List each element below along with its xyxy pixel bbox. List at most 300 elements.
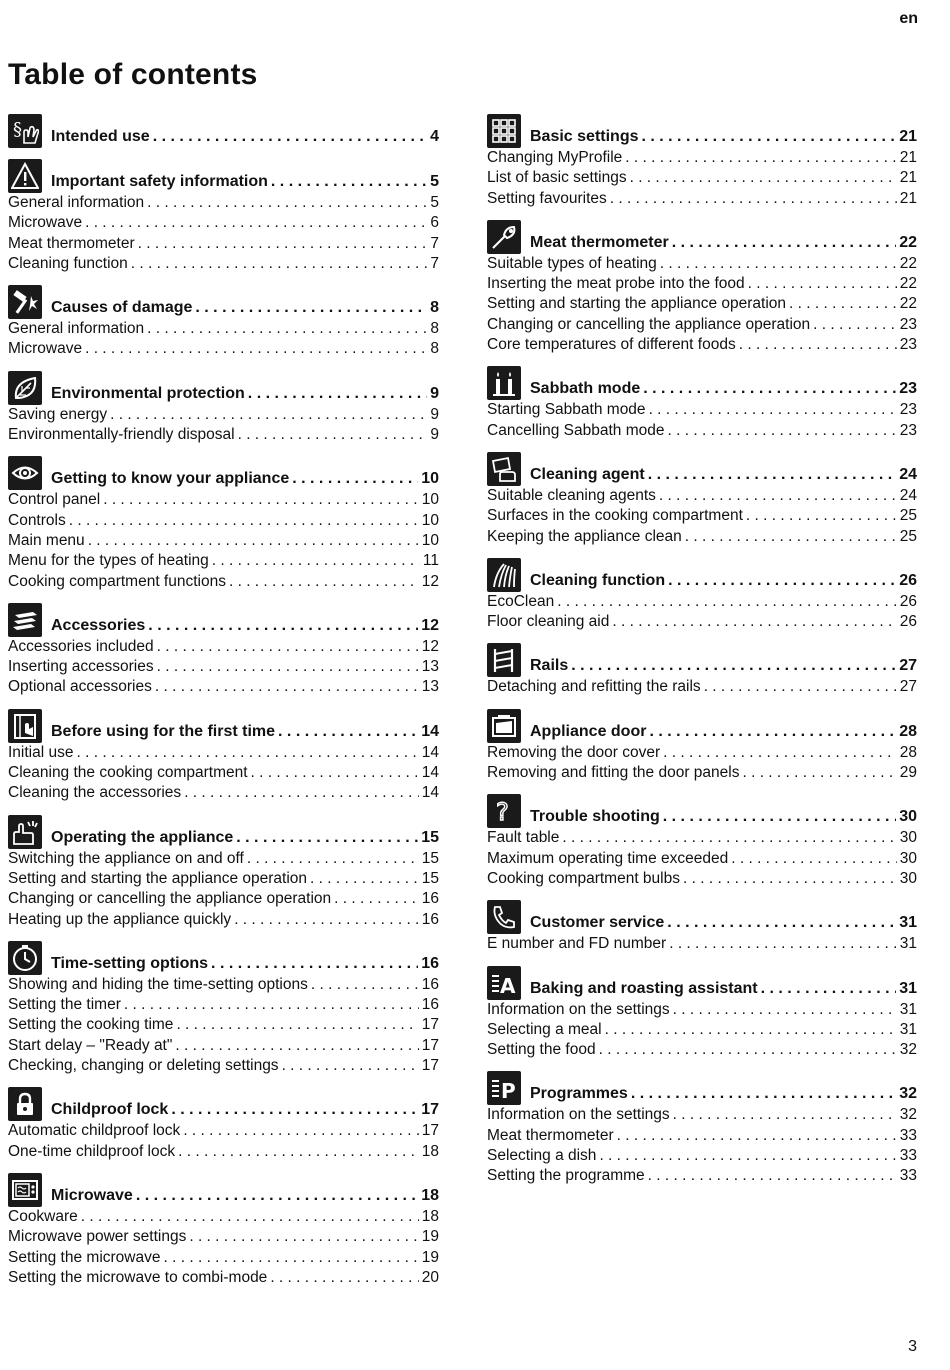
toc-entry-page: 23 [899, 401, 917, 419]
toc-section-header [487, 792, 917, 828]
toc-heading-page: 31 [899, 914, 917, 932]
toc-heading-entry[interactable] [51, 722, 439, 742]
toc-entry-label: Switching the appliance on and off [8, 849, 244, 867]
toc-right-column [487, 112, 917, 1196]
toc-heading-entry[interactable] [51, 384, 439, 404]
leader-dots [171, 1100, 418, 1120]
leader-dots [85, 213, 427, 233]
toc-entry-page: 7 [430, 234, 439, 252]
toc-section [487, 450, 917, 547]
toc-section-header [487, 964, 917, 1000]
leader-dots [648, 465, 897, 485]
toc-section-header [8, 601, 439, 637]
toc-entry[interactable] [8, 254, 439, 274]
toc-entry[interactable] [487, 1040, 917, 1060]
toc-entry[interactable] [8, 1056, 439, 1076]
toc-entry-page: 5 [430, 194, 439, 211]
toc-entry-page: 10 [421, 511, 439, 529]
toc-heading-entry[interactable] [51, 298, 439, 318]
toc-entry[interactable] [8, 1227, 439, 1247]
toc-entry[interactable] [487, 1146, 917, 1166]
toc-section [487, 792, 917, 889]
toc-entry-page: 23 [899, 421, 917, 439]
leader-dots [685, 527, 897, 547]
toc-entry[interactable] [487, 335, 917, 355]
toc-entry-page: 19 [421, 1228, 439, 1246]
toc-heading-page: 23 [899, 380, 917, 398]
toc-entry[interactable] [487, 254, 917, 274]
leader-dots [649, 722, 896, 742]
toc-heading-title: Microwave [51, 1186, 133, 1204]
leader-dots [334, 889, 419, 909]
toc-entry[interactable] [487, 934, 917, 954]
toc-entry[interactable] [487, 1000, 917, 1020]
leader-dots [69, 511, 419, 531]
leader-dots [178, 1142, 419, 1162]
warning-triangle-icon [8, 159, 42, 193]
toc-heading-title: Trouble shooting [530, 808, 660, 826]
leader-dots [599, 1040, 897, 1060]
toc-heading-title: Meat thermometer [530, 233, 669, 251]
toc-heading-title: Operating the appliance [51, 828, 234, 846]
toc-section-header [487, 218, 917, 254]
leader-dots [789, 294, 897, 314]
toc-entry[interactable] [487, 148, 917, 168]
toc-heading-entry[interactable] [51, 1186, 439, 1206]
toc-heading-entry[interactable] [530, 465, 917, 485]
leader-dots [147, 193, 427, 213]
leader-dots [238, 425, 428, 445]
toc-heading-entry[interactable] [51, 954, 439, 974]
toc-entry-label: Inserting the meat probe into the food [487, 275, 745, 293]
sponge-hand-icon [487, 452, 521, 486]
toc-entry[interactable] [8, 1036, 439, 1056]
question-mark-icon [487, 794, 521, 828]
toc-entry[interactable] [487, 828, 917, 848]
toc-entry-label: Setting the microwave to combi-mode [8, 1268, 268, 1286]
toc-entry[interactable] [487, 400, 917, 420]
toc-section [487, 1069, 917, 1186]
toc-entry-label: Keeping the appliance clean [487, 527, 682, 545]
toc-entry-label: Fault table [487, 829, 560, 847]
toc-entry-page: 25 [899, 527, 917, 545]
leader-dots [124, 995, 419, 1015]
toc-entry-label: General information [8, 320, 145, 338]
toc-heading-title: Environmental protection [51, 384, 245, 402]
toc-heading-page: 21 [899, 128, 917, 145]
svg-text:?: ? [496, 798, 509, 826]
toc-entry-page: 17 [421, 1057, 439, 1075]
leader-dots [155, 677, 419, 697]
toc-entry-page: 13 [421, 658, 439, 676]
toc-section [8, 707, 439, 804]
leader-dots [153, 127, 427, 147]
leader-dots [136, 1186, 418, 1206]
toc-entry[interactable] [487, 592, 917, 612]
toc-entry[interactable] [8, 975, 439, 995]
leader-dots [311, 975, 419, 995]
toc-entry-page: 33 [899, 1126, 917, 1144]
toc-entry[interactable] [8, 889, 439, 909]
leader-dots [110, 405, 427, 425]
toc-heading-page: 18 [421, 1186, 439, 1204]
toc-entry[interactable] [487, 677, 917, 697]
toc-entry[interactable] [8, 743, 439, 763]
toc-entry-page: 11 [422, 552, 439, 570]
toc-heading-title: Rails [530, 657, 569, 675]
toc-entry-label: Maximum operating time exceeded [487, 849, 729, 867]
leader-dots [605, 1020, 897, 1040]
toc-entry[interactable] [487, 1166, 917, 1186]
toc-heading-page: 26 [899, 571, 917, 589]
leader-dots [761, 979, 897, 999]
toc-section [8, 1085, 439, 1162]
toc-section-header [8, 1171, 439, 1207]
leader-dots [660, 254, 897, 274]
leader-dots [704, 677, 897, 697]
toc-section [487, 218, 917, 355]
toc-entry[interactable] [487, 1105, 917, 1125]
toc-heading-entry[interactable] [530, 656, 917, 676]
toc-entry-label: Core temperatures of different foods [487, 336, 736, 354]
toc-entry[interactable] [487, 421, 917, 441]
toc-entry-page: 27 [899, 678, 917, 696]
toc-entry-page: 16 [421, 975, 439, 993]
toc-entry[interactable] [8, 657, 439, 677]
toc-entry-page: 23 [899, 315, 917, 333]
leader-dots [278, 722, 418, 742]
toc-entry[interactable] [8, 551, 439, 571]
leader-dots [610, 189, 897, 209]
toc-entry-page: 30 [899, 869, 917, 887]
leader-dots [164, 1248, 419, 1268]
toc-entry[interactable] [487, 849, 917, 869]
toc-section-header [8, 813, 439, 849]
leader-dots [85, 339, 427, 359]
toc-entry-label: Accessories included [8, 637, 154, 655]
toc-section [8, 369, 439, 446]
toc-entry-page: 9 [430, 426, 439, 444]
toc-entry[interactable] [487, 189, 917, 209]
leader-dots [157, 637, 419, 657]
toc-heading-title: Customer service [530, 914, 665, 932]
toc-entry[interactable] [487, 294, 917, 314]
toc-heading-entry[interactable] [530, 979, 917, 999]
toc-left-column [8, 112, 439, 1297]
toc-section [487, 898, 917, 954]
toc-entry[interactable] [487, 315, 917, 335]
toc-heading-entry[interactable] [530, 571, 917, 591]
toc-entry-label: Inserting accessories [8, 658, 154, 676]
toc-section-header [487, 556, 917, 592]
toc-section-header [8, 112, 439, 148]
toc-heading-title: Important safety information [51, 173, 268, 190]
toc-entry-label: Selecting a dish [487, 1147, 597, 1165]
leader-dots [813, 315, 897, 335]
toc-entry-label: Suitable types of heating [487, 254, 657, 272]
toc-entry-page: 33 [899, 1167, 917, 1185]
toc-entry-label: Optional accessories [8, 678, 152, 696]
toc-entry[interactable] [487, 168, 917, 188]
toc-entry-page: 18 [421, 1207, 439, 1225]
toc-heading-entry[interactable] [530, 233, 917, 253]
toc-entry-label: Control panel [8, 491, 101, 509]
toc-entry[interactable] [8, 1142, 439, 1162]
toc-entry[interactable] [8, 531, 439, 551]
toc-section [8, 601, 439, 698]
leader-dots [683, 869, 897, 889]
toc-entry[interactable] [8, 1121, 439, 1141]
toc-heading-page: 8 [430, 299, 439, 317]
list-p-icon [487, 1071, 521, 1105]
toc-entry-page: 30 [899, 829, 917, 847]
toc-entry-label: Changing or cancelling the appliance operation [487, 315, 811, 333]
toc-entry-page: 12 [421, 637, 439, 655]
leader-dots [148, 616, 418, 636]
toc-heading-title: Basic settings [530, 128, 639, 145]
leader-dots [248, 384, 427, 404]
toc-section-header [8, 283, 439, 319]
leader-dots [88, 531, 419, 551]
toc-entry-label: Suitable cleaning agents [487, 486, 656, 504]
toc-entry[interactable] [487, 274, 917, 294]
toc-heading-entry[interactable] [51, 469, 439, 489]
toc-entry-label: Information on the settings [487, 1000, 670, 1018]
toc-entry-label: Initial use [8, 743, 74, 761]
telephone-icon [487, 900, 521, 934]
toc-heading-page: 4 [430, 128, 439, 145]
toc-entry-label: Start delay – "Ready at" [8, 1036, 173, 1054]
leader-dots [176, 1015, 418, 1035]
toc-entry-label: Setting the programme [487, 1167, 645, 1185]
toc-entry-page: 16 [421, 910, 439, 928]
toc-entry[interactable] [8, 234, 439, 254]
toc-heading-entry[interactable] [530, 379, 917, 399]
toc-entry[interactable] [8, 910, 439, 930]
leader-dots [643, 379, 896, 399]
toc-entry-page: 16 [421, 996, 439, 1014]
page-number: 3 [908, 1338, 917, 1355]
toc-heading-title: Childproof lock [51, 1101, 169, 1119]
toc-section-header [487, 1069, 917, 1105]
svg-text:§: § [13, 119, 22, 140]
leader-dots [229, 572, 419, 592]
toc-entry-label: General information [8, 194, 145, 211]
toc-entry-label: Setting the food [487, 1041, 596, 1059]
toc-heading-entry[interactable] [530, 1084, 917, 1104]
toc-entry-label: Changing MyProfile [487, 149, 623, 166]
toc-heading-page: 31 [899, 979, 917, 997]
page-title: Table of contents [8, 58, 258, 91]
toc-heading-page: 15 [421, 828, 439, 846]
leader-dots [673, 1000, 897, 1020]
toc-heading-entry[interactable] [51, 172, 439, 192]
toc-entry[interactable] [8, 405, 439, 425]
toc-entry-page: 33 [899, 1147, 917, 1165]
toc-entry-label: Menu for the types of heating [8, 552, 209, 570]
svg-text:P: P [501, 1079, 516, 1103]
toc-entry-label: Microwave [8, 340, 83, 358]
leader-dots [668, 571, 896, 591]
toc-entry-page: 15 [421, 869, 439, 887]
toc-entry-label: Checking, changing or deleting settings [8, 1057, 279, 1075]
toc-entry[interactable] [8, 1268, 439, 1288]
toc-entry[interactable] [487, 1126, 917, 1146]
toc-section [8, 1171, 439, 1288]
toc-entry[interactable] [8, 995, 439, 1015]
toc-section-header [487, 641, 917, 677]
grid-settings-icon [487, 114, 521, 148]
toc-entry[interactable] [8, 572, 439, 592]
toc-heading-entry[interactable] [530, 127, 917, 147]
leader-dots [234, 910, 419, 930]
leader-dots [76, 743, 418, 763]
toc-heading-entry[interactable] [51, 616, 439, 636]
padlock-icon [8, 1087, 42, 1121]
leader-dots [236, 828, 418, 848]
toc-entry[interactable] [8, 849, 439, 869]
toc-entry[interactable] [487, 486, 917, 506]
leader-dots [282, 1056, 419, 1076]
toc-entry[interactable] [8, 783, 439, 803]
toc-entry[interactable] [8, 319, 439, 339]
toc-entry-label: Meat thermometer [8, 234, 135, 252]
leader-dots [189, 1227, 418, 1247]
toc-entry-page: 6 [430, 214, 439, 232]
toc-entry-page: 15 [421, 849, 439, 867]
toc-section-header [487, 898, 917, 934]
cleaning-lines-icon [487, 558, 521, 592]
toc-entry-page: 20 [421, 1268, 439, 1286]
toc-entry[interactable] [487, 763, 917, 783]
toc-section [487, 112, 917, 209]
toc-heading-title: Sabbath mode [530, 380, 641, 398]
toc-entry[interactable] [487, 869, 917, 889]
toc-entry-label: EcoClean [487, 592, 555, 610]
toc-heading-title: Getting to know your appliance [51, 470, 290, 488]
toc-entry[interactable] [8, 490, 439, 510]
hammer-damage-icon [8, 285, 42, 319]
toc-entry-page: 21 [899, 169, 917, 187]
toc-entry-label: Cleaning function [8, 254, 128, 272]
leader-dots [571, 656, 896, 676]
candles-icon [487, 366, 521, 400]
leader-dots [668, 421, 897, 441]
hand-operating-icon [8, 815, 42, 849]
toc-heading-page: 22 [899, 233, 917, 251]
leader-dots [746, 506, 897, 526]
toc-entry-label: Floor cleaning aid [487, 613, 610, 631]
toc-entry-page: 14 [421, 743, 439, 761]
toc-heading-page: 5 [430, 173, 439, 190]
toc-entry[interactable] [8, 1015, 439, 1035]
leader-dots [641, 127, 896, 147]
toc-entry-label: Setting the microwave [8, 1248, 161, 1266]
toc-section-header [487, 112, 917, 148]
toc-entry[interactable] [487, 527, 917, 547]
toc-entry[interactable] [8, 511, 439, 531]
toc-heading-entry[interactable] [51, 828, 439, 848]
toc-heading-page: 27 [899, 657, 917, 675]
toc-entry[interactable] [487, 612, 917, 632]
toc-entry[interactable] [8, 637, 439, 657]
toc-entry[interactable] [8, 425, 439, 445]
toc-entry-page: 26 [899, 592, 917, 610]
leader-dots [631, 1084, 896, 1104]
toc-heading-title: Appliance door [530, 722, 647, 740]
toc-section [8, 813, 439, 930]
manual-book-icon [8, 709, 42, 743]
svg-text:A: A [500, 973, 516, 997]
eye-icon [8, 456, 42, 490]
leader-dots [270, 1268, 418, 1288]
toc-heading-page: 16 [421, 954, 439, 972]
meat-probe-icon [487, 220, 521, 254]
toc-section-header [487, 450, 917, 486]
toc-entry[interactable] [8, 193, 439, 213]
language-code: en [899, 10, 918, 27]
toc-section [487, 707, 917, 784]
toc-entry-label: Cookware [8, 1207, 78, 1225]
toc-entry[interactable] [487, 743, 917, 763]
toc-entry[interactable] [8, 1248, 439, 1268]
toc-heading-page: 10 [421, 470, 439, 488]
leader-dots [630, 168, 897, 188]
toc-entry-label: Starting Sabbath mode [487, 401, 646, 419]
toc-heading-entry[interactable] [530, 807, 917, 827]
toc-heading-entry[interactable] [530, 913, 917, 933]
toc-entry-page: 17 [421, 1036, 439, 1054]
toc-entry-page: 32 [899, 1106, 917, 1124]
leader-dots [599, 1146, 896, 1166]
leader-dots [195, 298, 427, 318]
toc-entry-page: 22 [899, 295, 917, 313]
toc-entry-page: 31 [899, 935, 917, 953]
toc-entry[interactable] [8, 1207, 439, 1227]
toc-entry[interactable] [8, 339, 439, 359]
toc-entry[interactable] [8, 763, 439, 783]
toc-entry-label: Environmentally-friendly disposal [8, 426, 235, 444]
toc-entry-page: 10 [421, 531, 439, 549]
leader-dots [659, 486, 897, 506]
toc-heading-entry[interactable] [51, 127, 439, 147]
toc-entry-label: Saving energy [8, 405, 108, 423]
toc-entry[interactable] [487, 506, 917, 526]
toc-entry-page: 28 [899, 743, 917, 761]
toc-heading-page: 30 [899, 808, 917, 826]
toc-heading-page: 14 [421, 722, 439, 740]
toc-entry[interactable] [487, 1020, 917, 1040]
leader-dots [748, 274, 897, 294]
toc-heading-entry[interactable] [51, 1100, 439, 1120]
toc-heading-entry[interactable] [530, 722, 917, 742]
rails-icon [487, 643, 521, 677]
toc-heading-title: Time-setting options [51, 954, 209, 972]
toc-entry[interactable] [8, 213, 439, 233]
toc-entry[interactable] [8, 677, 439, 697]
toc-entry-label: List of basic settings [487, 169, 627, 187]
appliance-door-icon [487, 709, 521, 743]
toc-entry-page: 17 [421, 1122, 439, 1140]
toc-entry-label: Meat thermometer [487, 1126, 614, 1144]
toc-entry[interactable] [8, 869, 439, 889]
microwave-icon [8, 1173, 42, 1207]
toc-entry-label: Information on the settings [487, 1106, 670, 1124]
toc-heading-page: 24 [899, 465, 917, 483]
toc-entry-page: 24 [899, 486, 917, 504]
toc-section-header [8, 939, 439, 975]
toc-section [487, 641, 917, 697]
